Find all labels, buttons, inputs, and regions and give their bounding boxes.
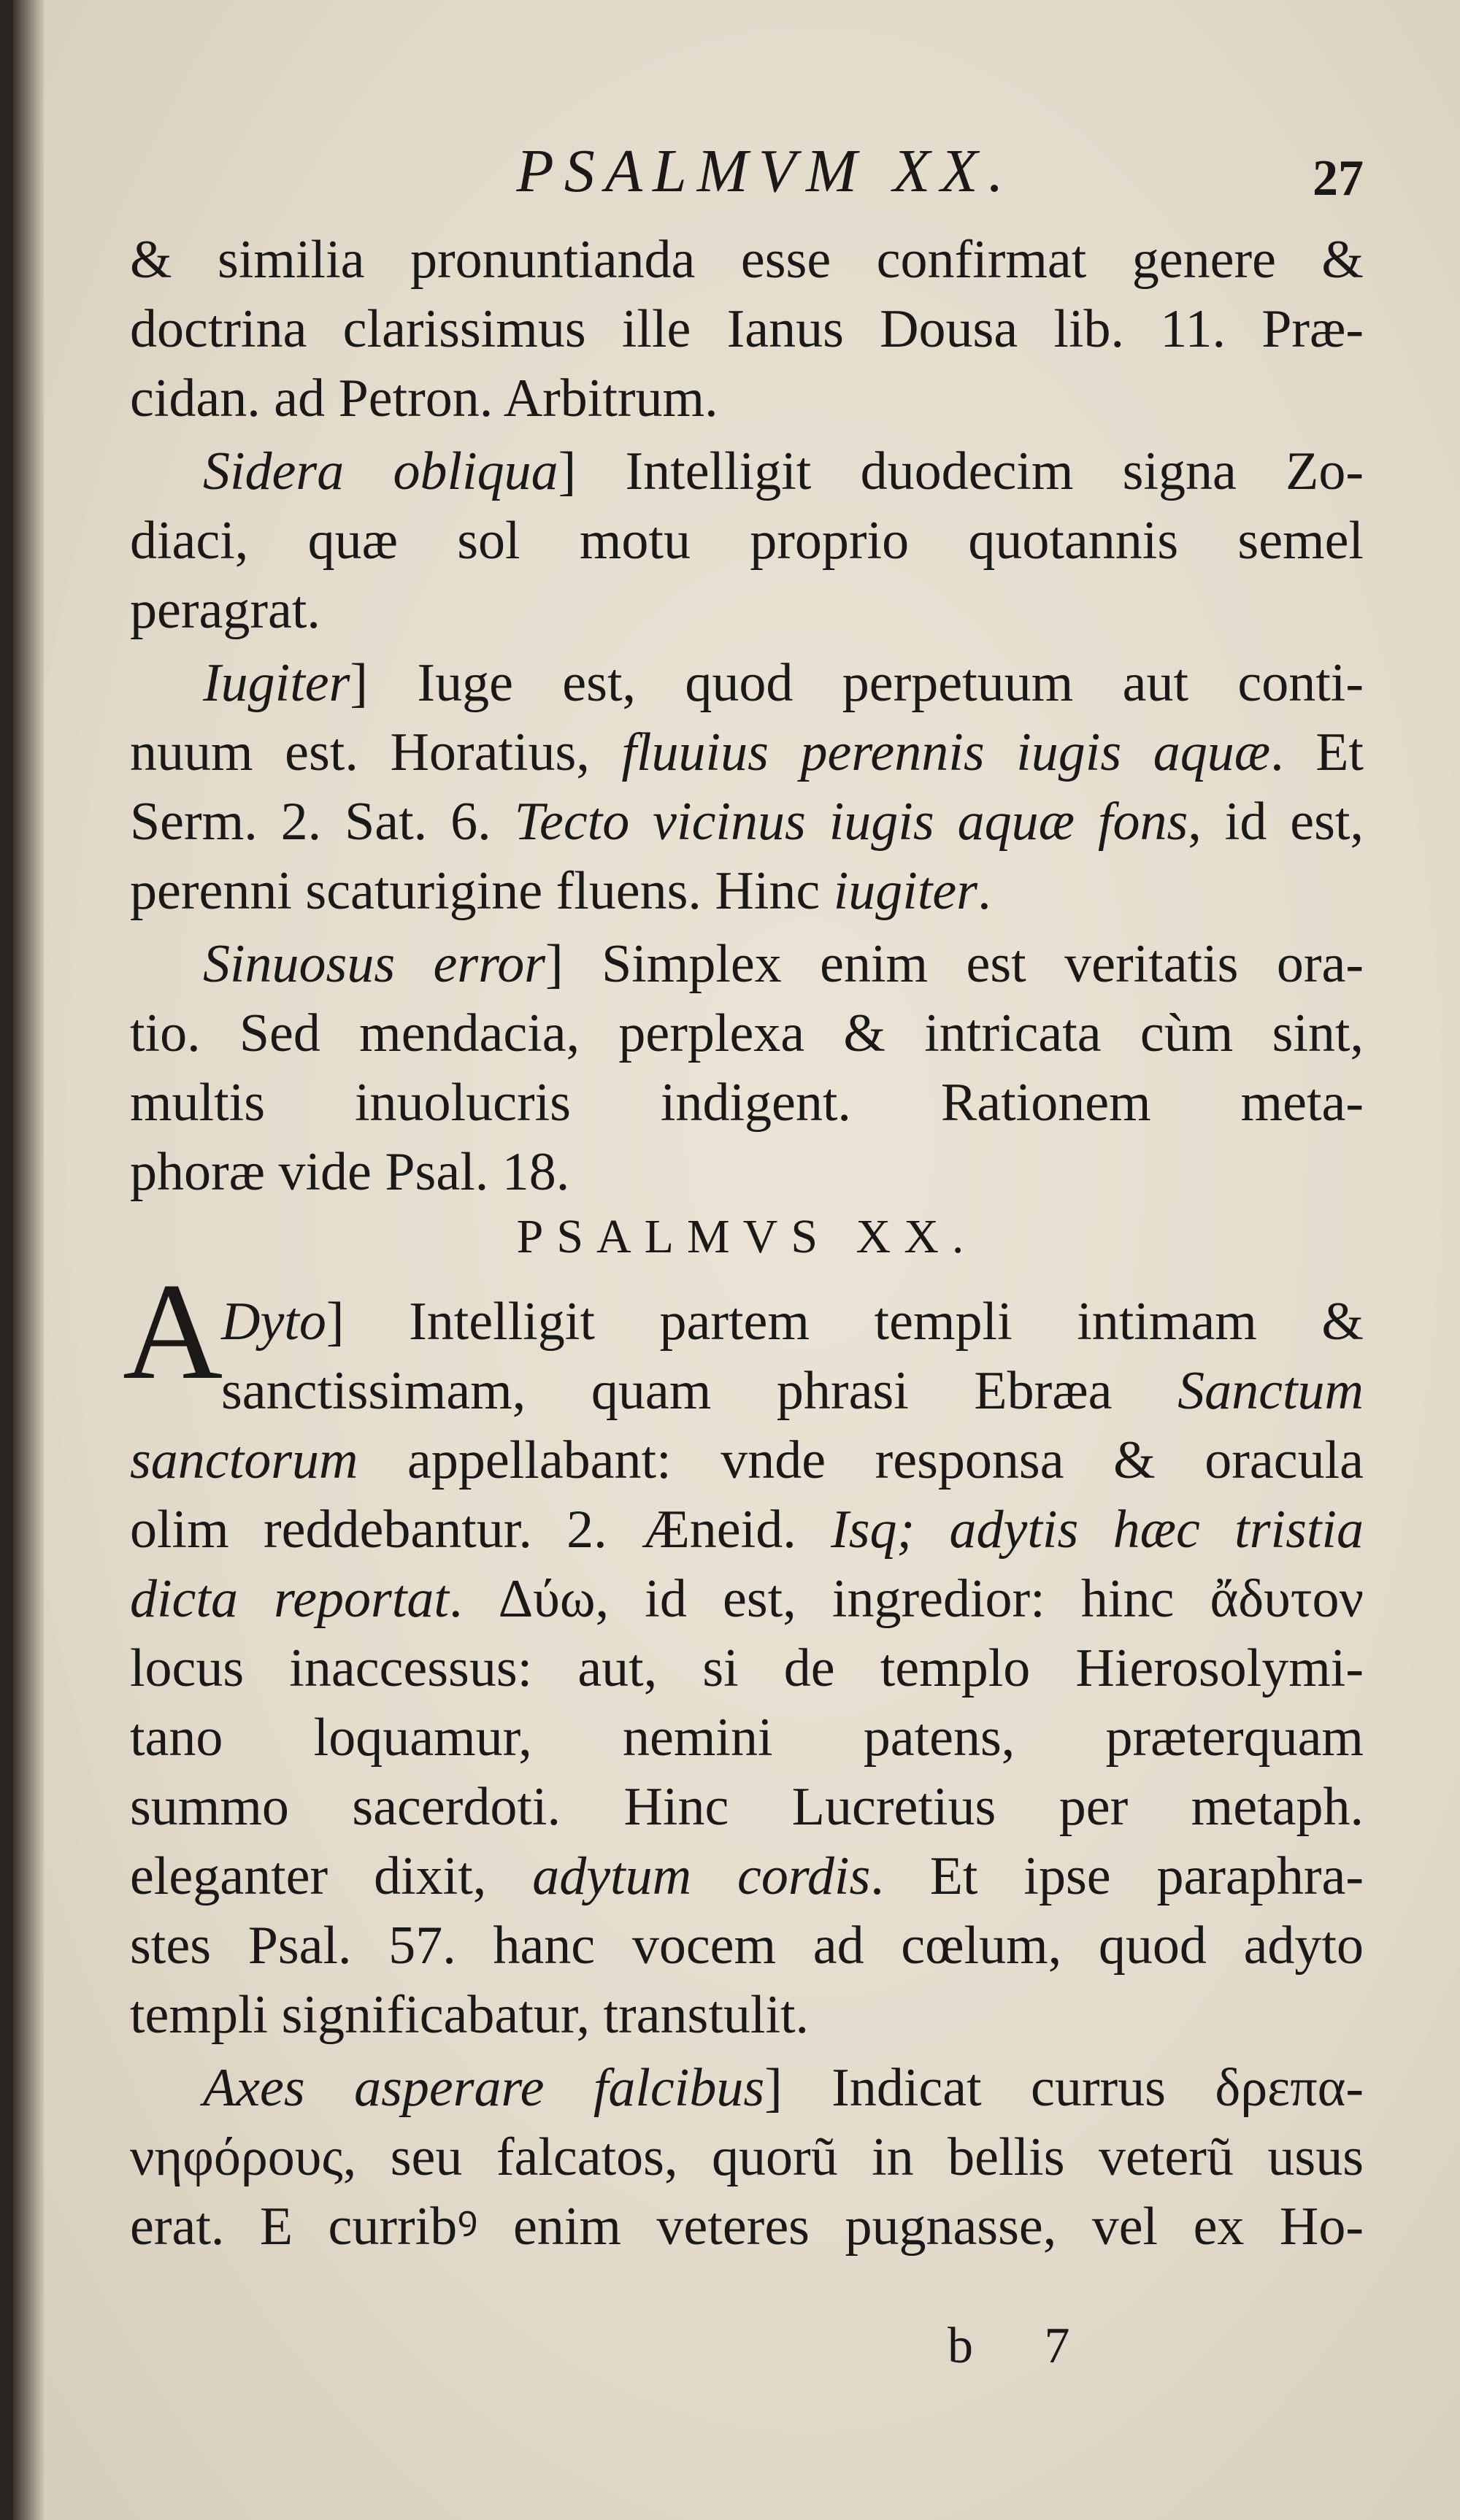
text-line	[130, 226, 1364, 293]
text-line	[130, 858, 1364, 925]
text-line	[221, 1357, 1364, 1425]
book-page	[13, 0, 1460, 2520]
text-line	[130, 1496, 1364, 1563]
text-line	[130, 1069, 1364, 1136]
text-line	[130, 2193, 1364, 2260]
text-segment: Serm. 2. Sat. 6.	[130, 792, 515, 852]
text-segment: phoræ vide Psal. 18.	[130, 1142, 570, 1202]
text-line	[130, 1138, 1364, 1206]
text-segment: . Δύω, id est, ingredior: hinc ἄδυτον	[448, 1569, 1364, 1629]
text-segment: . Et	[1270, 723, 1364, 782]
text-line	[130, 1773, 1364, 1841]
text-segment: . Et ipse paraphra-	[870, 1846, 1364, 1906]
text-line	[130, 1981, 1364, 2049]
text-segment: cidan. ad Petron. Arbitrum.	[130, 369, 718, 428]
italic-text: Sanctum	[1177, 1361, 1364, 1421]
text-segment: multis inuolucris indigent. Rationem meta-	[130, 1073, 1364, 1133]
page-number: 27	[1313, 150, 1364, 207]
text-line	[130, 1565, 1364, 1633]
italic-text: Iugiter	[203, 653, 350, 713]
running-head: PSALMVM XX.	[516, 137, 1014, 205]
text-segment: doctrina clarissimus ille Ianus Dousa lib. 11. Præ-	[130, 299, 1364, 359]
text-segment: eleganter dixit,	[130, 1846, 533, 1906]
text-segment: ] Indicat currus δρεπα-	[764, 2058, 1364, 2118]
text-line	[130, 1427, 1364, 1494]
book-spine	[13, 0, 44, 2520]
text-line	[130, 1912, 1364, 1979]
text-line	[130, 1843, 1364, 1910]
italic-text: sanctorum	[130, 1430, 358, 1490]
text-segment: nuum est. Horatius,	[130, 723, 622, 782]
text-segment: diaci, quæ sol motu proprio quotannis semel	[130, 511, 1364, 571]
text-segment: & similia pronuntianda esse confirmat genere &	[130, 230, 1364, 290]
text-segment: ] Intelligit partem templi intimam &	[326, 1292, 1364, 1352]
text-segment: locus inaccessus: aut, si de templo Hierosolymi-	[130, 1638, 1364, 1698]
italic-text: Dyto	[221, 1292, 326, 1352]
text-line	[130, 1000, 1364, 1067]
italic-text: fluuius perennis iugis aquæ	[621, 723, 1271, 782]
text-line	[130, 296, 1364, 363]
text-line	[130, 1635, 1364, 1702]
text-line	[130, 365, 1364, 432]
text-segment: ] Intelligit duodecim signa Zo-	[558, 442, 1364, 501]
text-segment: peragrat.	[130, 580, 320, 640]
text-segment: , id est,	[1188, 792, 1364, 852]
italic-text: Sidera obliqua	[203, 442, 558, 501]
drop-cap: A	[123, 1255, 223, 1409]
text-segment: νηφόρους, seu falcatos, quorũ in bellis veterũ usus	[130, 2127, 1364, 2187]
italic-text: Tecto vicinus iugis aquæ fons	[514, 792, 1188, 852]
text-line	[130, 2124, 1364, 2191]
text-line	[130, 507, 1364, 574]
italic-text: dicta reportat	[130, 1569, 449, 1629]
signature-mark: b 7	[948, 2318, 1099, 2374]
text-segment: tio. Sed mendacia, perplexa & intricata cùm sint,	[130, 1003, 1364, 1063]
text-line	[130, 577, 1364, 644]
text-line	[130, 1704, 1364, 1771]
text-line	[203, 2054, 1364, 2122]
italic-text: Axes asperare falcibus	[203, 2058, 765, 2118]
italic-text: adytum cordis	[532, 1846, 871, 1906]
section-heading: PSALMVS XX.	[516, 1210, 977, 1263]
text-segment: templi significabatur, transtulit.	[130, 1985, 810, 2045]
text-line	[130, 719, 1364, 786]
text-segment: erat. E curribꝰ enim veteres pugnasse, vel ex Ho-	[130, 2197, 1364, 2257]
italic-text: Sinuosus error	[203, 934, 546, 994]
text-segment: perenni scaturigine fluens. Hinc	[130, 861, 834, 921]
text-line	[221, 1288, 1364, 1355]
text-segment: stes Psal. 57. hanc vocem ad cœlum, quod adyto	[130, 1916, 1364, 1976]
text-line	[203, 650, 1364, 717]
text-segment: tano loquamur, nemini patens, præterquam	[130, 1708, 1364, 1768]
text-segment: olim reddebantur. 2. Æneid.	[130, 1500, 831, 1560]
text-line	[130, 788, 1364, 855]
text-segment: appellabant: vnde responsa & oracula	[358, 1430, 1364, 1490]
text-segment: summo sacerdoti. Hinc Lucretius per metaph.	[130, 1777, 1364, 1837]
text-line	[203, 438, 1364, 505]
text-segment: sanctissimam, quam phrasi Ebræa	[221, 1361, 1178, 1421]
italic-text: Isq; adytis hæc tristia	[831, 1500, 1364, 1560]
text-segment: ] Iuge est, quod perpetuum aut conti-	[350, 653, 1364, 713]
text-line	[203, 930, 1364, 998]
italic-text: iugiter	[833, 861, 978, 921]
text-segment: .	[977, 861, 991, 921]
text-segment: ] Simplex enim est veritatis ora-	[545, 934, 1364, 994]
